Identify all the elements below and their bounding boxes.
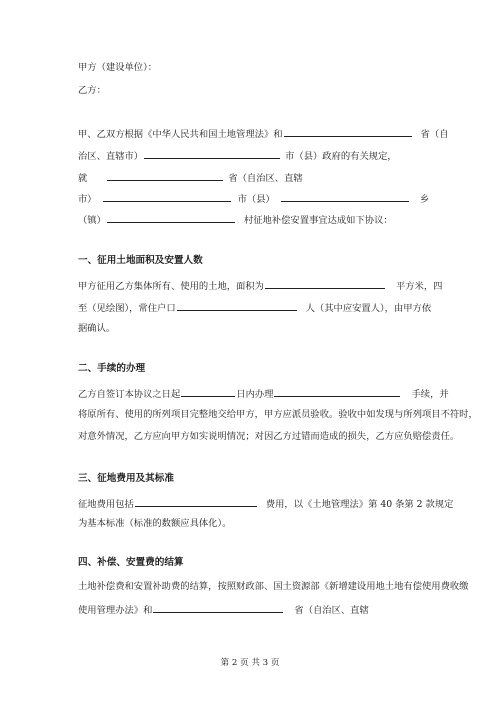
- section-4-title: 四、补偿、安置费的结算: [78, 557, 184, 568]
- intro-text: 市）: [78, 194, 97, 205]
- s2-text: 手续，并: [411, 389, 449, 400]
- blank-field[interactable]: [181, 386, 235, 397]
- s3-line-2: 为基本标准（标准的数额应具体化）。: [78, 518, 232, 529]
- s3-line-1: [78, 496, 453, 512]
- blank-field[interactable]: [107, 212, 235, 223]
- blank-field[interactable]: [265, 278, 385, 289]
- intro-text: 市（县）政府的有关规定，: [285, 151, 397, 162]
- intro-text: 就: [78, 173, 88, 184]
- s4-text: 省（自治区、直辖: [294, 605, 369, 616]
- party-a-line: 甲方（建设单位）：: [78, 62, 158, 73]
- s2-text: 乙方自签订本协议之日起: [78, 389, 181, 400]
- intro-text: 治区、直辖市）: [78, 151, 144, 162]
- s1-line-3: 据确认。: [78, 323, 116, 334]
- blank-field[interactable]: [153, 602, 283, 613]
- blank-field[interactable]: [274, 386, 400, 397]
- s1-text: 至（见绘图），常住户口: [78, 303, 176, 314]
- section-2-title: 二、手续的办理: [78, 363, 146, 374]
- page-number-footer: 第 2 页 共 3 页: [220, 658, 280, 668]
- blank-field[interactable]: [103, 191, 231, 202]
- intro-text: 省（自: [420, 129, 449, 140]
- s4-text: 使用管理办法》和: [78, 605, 153, 616]
- blank-field[interactable]: [284, 126, 412, 137]
- blank-field[interactable]: [177, 300, 297, 311]
- intro-text: 乡: [419, 194, 430, 205]
- s4-line-2: [78, 602, 369, 618]
- s2-line-1: [78, 386, 449, 402]
- blank-field[interactable]: [135, 496, 257, 507]
- party-b-line: 乙方：: [78, 85, 106, 96]
- intro-line-4: [78, 191, 429, 207]
- intro-text: 村征地补偿安置事宜达成如下协议：: [243, 215, 393, 226]
- intro-text: （镇）: [78, 215, 106, 226]
- intro-line-1: [78, 126, 448, 142]
- blank-field[interactable]: [281, 191, 409, 202]
- s1-text: 平方米，四: [395, 281, 443, 292]
- intro-line-2: [78, 148, 397, 164]
- s3-text: 费用，以《土地管理法》第 40 条第 2 款规定: [265, 499, 454, 510]
- s3-text: 征地费用包括: [78, 499, 134, 510]
- s4-line-1: 土地补偿费和安置补助费的结算，按照财政部、国土资源部《新增建设用地土地有偿使用费收缴: [78, 581, 469, 592]
- section-3-title: 三、征地费用及其标准: [78, 473, 174, 484]
- s1-line-2: [78, 300, 431, 316]
- intro-text: 省（自治区、直辖: [228, 173, 303, 184]
- intro-text: 甲、乙双方根据《中华人民共和国土地管理法》和: [78, 129, 283, 140]
- s1-line-1: [78, 278, 442, 294]
- intro-line-3: [78, 170, 303, 186]
- s2-line-3: 对意外情况，乙方应向甲方如实说明情况；对因乙方过错而造成的损失，乙方应负赔偿责任。: [78, 431, 460, 442]
- s1-text: 甲方征用乙方集体所有、使用的土地，面积为: [78, 281, 264, 292]
- s1-text: 人（其中应安置人），由甲方依: [305, 303, 432, 314]
- blank-field[interactable]: [144, 148, 280, 159]
- s2-text: 日内办理: [236, 389, 274, 400]
- intro-text: 市（县）: [237, 194, 275, 205]
- section-1-title: 一、征用土地面积及安置人数: [78, 255, 203, 266]
- blank-field[interactable]: [107, 170, 223, 181]
- s2-line-2: 将原所有、使用的所列项目完整地交给甲方，甲方应派员验收。验收中如发现与所列项目不符时，: [78, 409, 478, 420]
- intro-line-5: [78, 212, 393, 228]
